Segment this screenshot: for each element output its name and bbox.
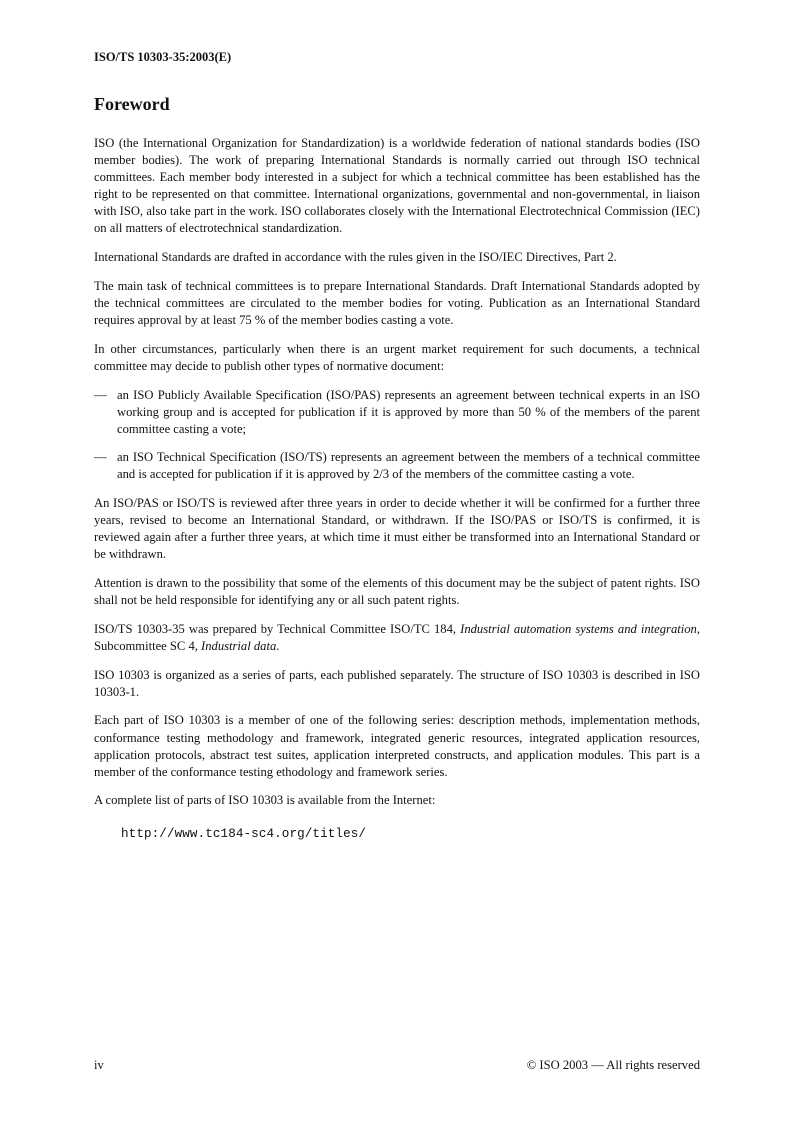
list-item-text: an ISO Publicly Available Specification (ISO/PAS) represents an agreement between technical experts in an ISO working group and is accepted for publication if it is approved by more than 50 % of the members of the parent committee casting a vote;: [117, 387, 700, 436]
paragraph-review: An ISO/PAS or ISO/TS is reviewed after three years in order to decide whether it will be confirmed for a further three years, revised to become an International Standard, or withdrawn. If the ISO/PAS or ISO/TS is confirmed, it is reviewed again after a further three years, at which time it must either be transformed into an International Standard or be withdrawn.: [94, 496, 700, 562]
subcommittee-title: Industrial data: [201, 639, 277, 653]
document-header-id: ISO/TS 10303-35:2003(E): [94, 50, 232, 64]
foreword-body: [94, 135, 700, 843]
dash-bullet: —: [94, 450, 107, 465]
paragraph-series: Each part of ISO 10303 is a member of one of the following series: description methods, implementation methods, conformance testing methodology and framework, integrated generic resources, integrated application resources, application protocols, abstract test suites, application interpreted constructs, and application modules. This part is a member of the conformance testing ethodology and framework series.: [94, 713, 700, 779]
page-title: Foreword: [94, 94, 170, 114]
parts-list-url: http://www.tc184-sc4.org/titles/: [121, 826, 367, 841]
paragraph-other-circumstances: In other circumstances, particularly when there is an urgent market requirement for such documents, a technical committee may decide to publish other types of normative document:: [94, 341, 700, 373]
paragraph-parts-list: A complete list of parts of ISO 10303 is available from the Internet:: [94, 793, 436, 808]
paragraph-directives: International Standards are drafted in accordance with the rules given in the ISO/IEC Directives, Part 2.: [94, 250, 617, 265]
paragraph-patent: Attention is drawn to the possibility that some of the elements of this document may be the subject of patent rights. ISO shall not be held responsible for identifying any or all such patent rights.: [94, 576, 700, 608]
committee-title: Industrial automation systems and integration: [460, 621, 697, 636]
paragraph-prepared-by: [94, 621, 700, 655]
paragraph-iso-intro: ISO (the International Organization for Standardization) is a worldwide federation of national standards bodies (ISO member bodies). The work of preparing International Standards is normally carried out through ISO technical committees. Each member body interested in a subject for which a technical committee has been established has the right to be represented on that committee. International organizations, governmental and non-governmental, in liaison with ISO, also take part in the work. ISO collaborates closely with the International Electrotechnical Commission (IEC) on all matters of electrotechnical standardization.: [94, 136, 700, 236]
paragraph-structure: ISO 10303 is organized as a series of parts, each published separately. The structure of ISO 10303 is described in ISO 10303-1.: [94, 667, 700, 699]
prepared-by-text: ISO/TS 10303-35 was prepared by Technical Committee ISO/TC 184,: [94, 621, 461, 636]
list-item-text: an ISO Technical Specification (ISO/TS) represents an agreement between the members of a technical committee and is accepted for publication if it is approved by 2/3 of the members of the committee casting a vote.: [117, 450, 700, 482]
dash-bullet: —: [94, 387, 107, 402]
page-number: iv: [94, 1058, 104, 1072]
copyright-notice: © ISO 2003 — All rights reserved: [526, 1058, 700, 1072]
subcommittee-text: , Subcommittee SC 4,: [94, 621, 701, 653]
list-item-iso-ts: [94, 449, 700, 483]
list-item-iso-pas: [94, 387, 700, 438]
period-text: .: [276, 639, 280, 653]
paragraph-main-task: The main task of technical committees is to prepare International Standards. Draft International Standards adopted by the technical committees are circulated to the member bodies for voting. Publication as an International Standard requires approval by at least 75 % of the member bodies casting a vote.: [94, 278, 700, 328]
